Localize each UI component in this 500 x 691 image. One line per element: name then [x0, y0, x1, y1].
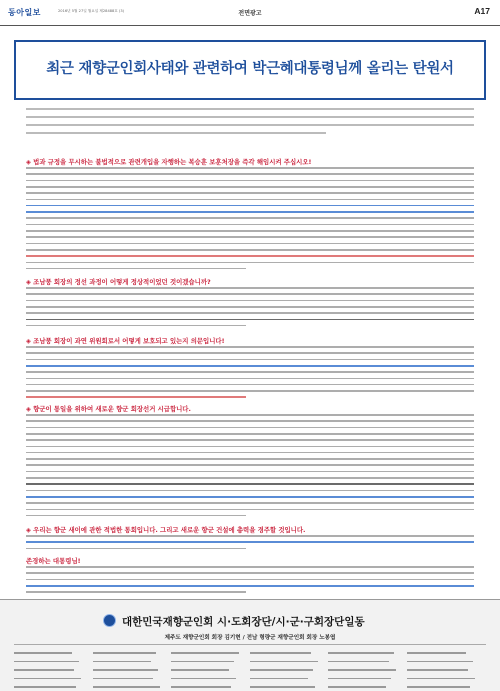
member-entry [328, 649, 400, 657]
section-heading-1: ◈ 법과 규정을 무시하는 불법적으로 관련개입을 자행하는 복승훈 보훈처장을 즉각 해임시켜 주십시오! [26, 158, 312, 166]
organization-footer [0, 599, 500, 691]
newspaper-header [0, 0, 500, 26]
text-line [26, 352, 474, 354]
member-entry [171, 683, 243, 691]
page-number: A17 [474, 6, 490, 16]
member-entry [171, 666, 243, 674]
text-line [26, 255, 474, 257]
text-line [26, 471, 474, 473]
petition-title: 최근 재향군인회사태와 관련하여 박근혜대통령님께 올리는 탄원서 [46, 61, 454, 77]
text-line [26, 446, 474, 448]
text-line [26, 433, 474, 435]
text-line [26, 211, 474, 213]
member-row [14, 675, 486, 683]
member-entry [407, 683, 479, 691]
text-line [26, 384, 474, 386]
text-line [26, 541, 474, 543]
organization-name: 대한민국재향군인회 시·도회장단/시·군·구회장단일동 [122, 616, 365, 628]
member-entry [250, 666, 322, 674]
text-line [26, 173, 474, 175]
member-entry [93, 675, 165, 683]
member-row [14, 666, 486, 674]
member-entry [93, 666, 165, 674]
text-line [26, 414, 474, 416]
member-entry [14, 683, 86, 691]
member-entry [14, 658, 86, 666]
text-line [26, 509, 474, 511]
section-heading-2: ◈ 조남풍 회장의 정선 과정이 어떻게 정상적이었던 것이겠습니까? [26, 278, 211, 286]
text-line [26, 579, 474, 581]
member-entry [250, 675, 322, 683]
text-line [26, 217, 474, 219]
member-entry [407, 666, 479, 674]
member-entry [171, 658, 243, 666]
text-line [26, 548, 246, 550]
member-row [14, 658, 486, 666]
text-line [26, 477, 474, 479]
text-line [26, 502, 474, 504]
member-entry [93, 658, 165, 666]
text-line [26, 205, 474, 207]
member-entry [250, 649, 322, 657]
text-line [26, 452, 474, 454]
newspaper-logo: 동아일보 [8, 7, 41, 17]
member-entry [328, 683, 400, 691]
member-entry [171, 675, 243, 683]
text-line [26, 186, 474, 188]
title-banner [14, 40, 486, 100]
text-line [26, 490, 474, 492]
text-line [26, 249, 474, 251]
section-label: 전면광고 [238, 10, 262, 17]
member-entry [14, 649, 86, 657]
text-line [26, 566, 474, 568]
member-entry [407, 658, 479, 666]
text-line [26, 371, 474, 373]
text-line [26, 230, 474, 232]
text-line [26, 236, 474, 238]
text-line [26, 427, 474, 429]
member-entry [93, 683, 165, 691]
member-entry [171, 649, 243, 657]
text-line [26, 483, 474, 485]
text-line [26, 224, 474, 226]
organization-representatives: 제주도 재향군인회 회장 김기현 / 전남 형량군 재향군인회 회장 노봉엽 [164, 635, 336, 641]
text-line [26, 293, 474, 295]
member-entry [328, 658, 400, 666]
text-line [26, 420, 474, 422]
text-line [26, 180, 474, 182]
text-line [26, 306, 474, 308]
section-heading-5: ◈ 우리는 향군 새이에 관한 적법한 통회입니다. 그리고 새로운 향군 건설에 총력을 경주할 것입니다. [26, 526, 306, 534]
member-entry [328, 675, 400, 683]
section-heading-6: 존경하는 대통령님! [26, 557, 81, 565]
text-line [26, 268, 246, 270]
text-line [26, 312, 474, 314]
text-line [26, 390, 474, 392]
section-heading-4: ◈ 향군이 통일을 위하여 새로운 향군 회장선거 시급합니다. [26, 405, 191, 413]
text-line [26, 515, 246, 517]
member-entry [93, 649, 165, 657]
member-entry [407, 675, 479, 683]
text-line [26, 396, 246, 398]
member-entry [328, 666, 400, 674]
text-line [26, 346, 474, 348]
member-row [14, 683, 486, 691]
text-line [26, 464, 474, 466]
text-line [26, 287, 474, 289]
issue-info: 2016년 5월 27일 월요일 제28488호 (3) [58, 9, 125, 13]
text-line [26, 262, 474, 264]
member-entry [250, 658, 322, 666]
text-line [26, 192, 474, 194]
member-list [14, 644, 486, 645]
text-line [26, 535, 474, 537]
text-line [26, 591, 246, 593]
text-line [26, 572, 474, 574]
text-line [26, 325, 246, 327]
member-entry [14, 675, 86, 683]
member-entry [407, 649, 479, 657]
text-line [26, 458, 474, 460]
text-line [26, 199, 474, 201]
text-line [26, 365, 474, 367]
member-entry [14, 666, 86, 674]
text-line [26, 243, 474, 245]
text-line [26, 585, 474, 587]
member-entry [250, 683, 322, 691]
text-line [26, 496, 474, 498]
text-line [26, 167, 474, 169]
text-line [26, 300, 474, 302]
text-line [26, 378, 474, 380]
member-row [14, 649, 486, 657]
text-line [26, 359, 474, 361]
text-line [26, 439, 474, 441]
veterans-emblem-icon [103, 614, 116, 627]
section-heading-3: ◈ 조남풍 회장이 과연 위원회로서 어떻게 보호되고 있는지 의문입니다! [26, 337, 225, 345]
text-line [26, 319, 474, 321]
